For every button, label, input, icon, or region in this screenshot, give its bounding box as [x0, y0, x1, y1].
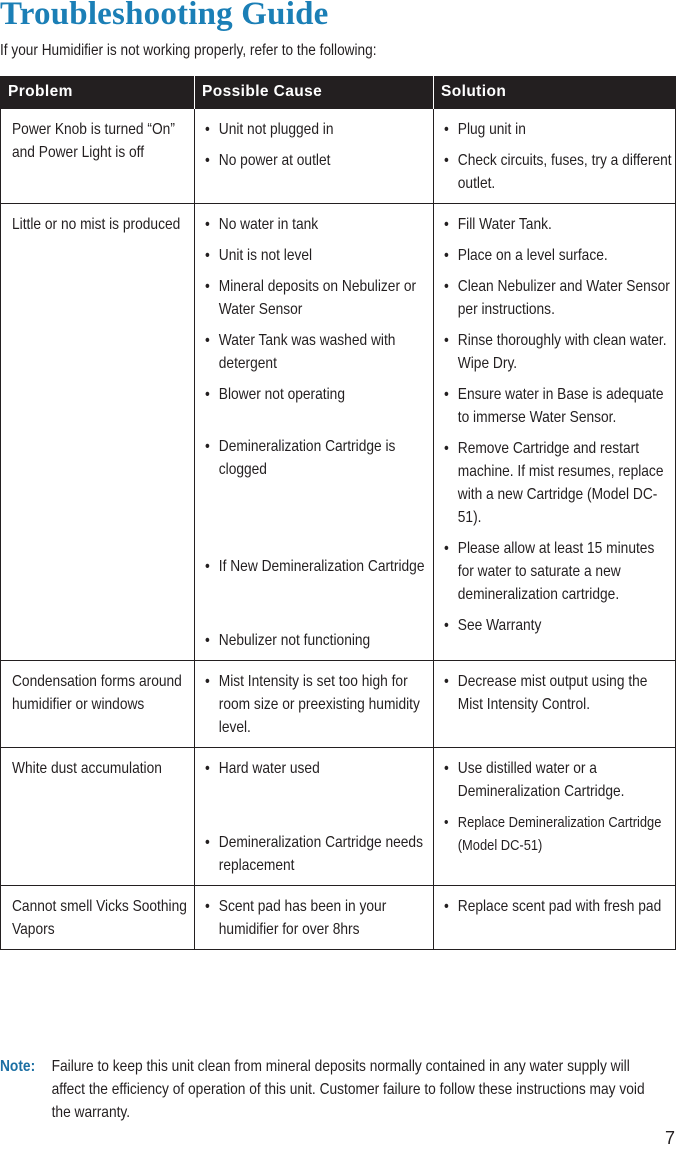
table-row: [1, 748, 676, 886]
header-problem: Problem: [1, 76, 195, 109]
problem-cell: [1, 886, 195, 950]
cause-item: No power at outlet: [218, 152, 331, 169]
cause-cell: • No water in tank • Unit is not level • Mineral deposits on Nebulizer or Water Sensor • Water Tank was washed with detergent • Blower not operating • Demineralization Cartridge is clogged • If New Demineralization Cartridge • Nebulizer not functioning: [195, 204, 434, 661]
header-solution: Solution: [434, 76, 676, 109]
cause-item: Hard water used: [218, 760, 320, 777]
solution-item: Place on a level surface.: [457, 247, 608, 264]
solution-item: Fill Water Tank.: [457, 216, 552, 233]
solution-cell: • Use distilled water or a Demineralization Cartridge. • Replace Demineralization Cartridge (Model DC-51): [434, 748, 676, 886]
table-header-row: [1, 76, 676, 109]
note-text: Failure to keep this unit clean from mineral deposits normally contained in any water supply will affect the efficiency of operation of this unit. Customer failure to follow these instructions may void the warranty.: [51, 1058, 645, 1121]
cause-item: Mineral deposits on Nebulizer or Water Sensor: [218, 278, 417, 318]
cause-item: Unit is not level: [218, 247, 313, 264]
cause-item: No water in tank: [218, 216, 319, 233]
intro-text: If your Humidifier is not working properly, refer to the following:: [0, 42, 377, 59]
table-row: [1, 886, 676, 950]
cause-cell: • Hard water used • Demineralization Cartridge needs replacement: [195, 748, 434, 886]
solution-item: Plug unit in: [457, 121, 526, 138]
solution-item: Replace Demineralization Cartridge (Model DC-51): [457, 814, 662, 854]
problem-text: Power Knob is turned “On” and Power Light is off: [12, 121, 175, 161]
solution-item: Rinse thoroughly with clean water. Wipe Dry.: [457, 332, 667, 372]
cause-item: Blower not operating: [218, 386, 345, 403]
solution-item: Please allow at least 15 minutes for water to saturate a new demineralization cartridge.: [457, 540, 655, 603]
troubleshooting-table: [0, 76, 676, 950]
note-label: Note:: [0, 1058, 36, 1075]
cause-item: Unit not plugged in: [218, 121, 334, 138]
solution-item: Decrease mist output using the Mist Intensity Control.: [457, 673, 648, 713]
cause-cell: • Scent pad has been in your humidifier for over 8hrs: [195, 886, 434, 950]
header-possible-cause: Possible Cause: [195, 76, 434, 109]
problem-text: Cannot smell Vicks Soothing Vapors: [12, 898, 187, 938]
solution-item: Use distilled water or a Demineralization Cartridge.: [457, 760, 625, 800]
cause-item: Scent pad has been in your humidifier for over 8hrs: [218, 898, 387, 938]
solution-cell: • Decrease mist output using the Mist Intensity Control.: [434, 661, 676, 748]
problem-text: Condensation forms around humidifier or windows: [12, 673, 182, 713]
solution-item: Check circuits, fuses, try a different outlet.: [457, 152, 672, 192]
warranty-note: [0, 1055, 654, 1121]
page-title: Troubleshooting Guide: [0, 0, 329, 32]
solution-cell: • Plug unit in • Check circuits, fuses, try a different outlet.: [434, 109, 676, 204]
cause-item: Demineralization Cartridge needs replacement: [218, 834, 423, 874]
solution-cell: • Fill Water Tank. • Place on a level surface. • Clean Nebulizer and Water Sensor per instructions. • Rinse thoroughly with clean water. Wipe Dry. • Ensure water in Base is adequate to immerse Water Sensor. • Remove Cartridge and restart machine. If mist resumes, replace with a new Cartridge (Model DC-51). • Please allow at least 15 minutes for water to saturate a new demineralization cartridge. • See Warranty: [434, 204, 676, 661]
problem-cell: [1, 109, 195, 204]
cause-item: If New Demineralization Cartridge: [218, 558, 425, 575]
cause-item: Nebulizer not functioning: [218, 632, 371, 649]
problem-text: White dust accumulation: [12, 760, 162, 777]
table-row: [1, 109, 676, 204]
solution-item: Remove Cartridge and restart machine. If mist resumes, replace with a new Cartridge (Model DC-51).: [457, 440, 664, 526]
table-row: [1, 661, 676, 748]
solution-cell: • Replace scent pad with fresh pad: [434, 886, 676, 950]
problem-cell: [1, 661, 195, 748]
solution-item: Replace scent pad with fresh pad: [457, 898, 662, 915]
table-row: [1, 204, 676, 661]
cause-item: Water Tank was washed with detergent: [218, 332, 396, 372]
problem-cell: [1, 204, 195, 661]
cause-item: Demineralization Cartridge is clogged: [218, 438, 396, 478]
solution-item: See Warranty: [457, 617, 542, 634]
problem-cell: [1, 748, 195, 886]
solution-item: Ensure water in Base is adequate to immerse Water Sensor.: [457, 386, 664, 426]
cause-cell: • Unit not plugged in • No power at outlet: [195, 109, 434, 204]
page-number: 7: [664, 1128, 675, 1148]
problem-text: Little or no mist is produced: [12, 216, 181, 233]
cause-cell: • Mist Intensity is set too high for room size or preexisting humidity level.: [195, 661, 434, 748]
solution-item: Clean Nebulizer and Water Sensor per instructions.: [457, 278, 670, 318]
cause-item: Mist Intensity is set too high for room size or preexisting humidity level.: [218, 673, 420, 736]
